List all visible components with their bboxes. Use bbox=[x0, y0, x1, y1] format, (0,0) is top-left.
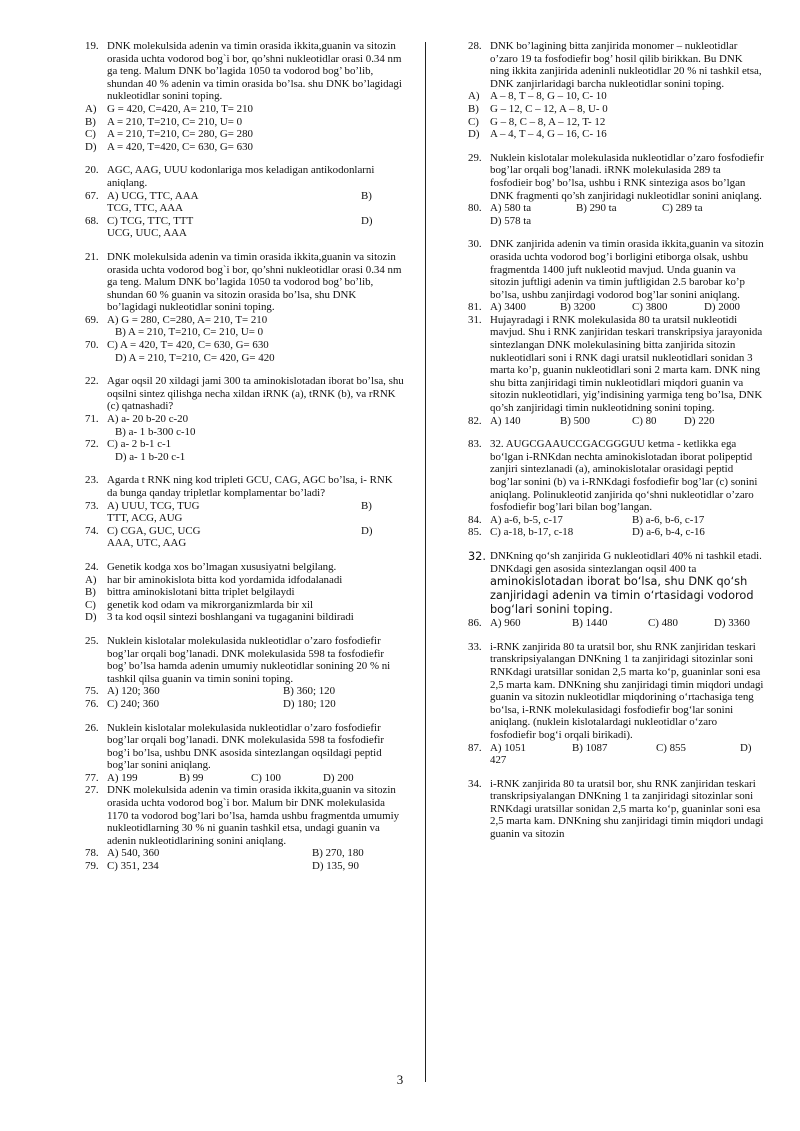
question-text: i-RNK zanjirida 80 ta uratsil bor, shu RNK zanjiridan teskari transkripsiyalangan DNKning 1 ta zanjiridagi sitozinlar soni RNKdagi uratsillar sonidan 2,5 marta ko‘p, guaninlar soni esa 2,5 marta kam. DNKning shu zanjiridagi timin miqdori undagi guanin va sitozin nukleotidlar miqdorining o‘rtachasiga teng bo‘lsa, i-RNK molekulasidagi fosfodiefir bog‘lar sonini aniqlang. (nuklein kislotalardagi nukleotidlar o‘zaro fosfodiefir bog‘i orqali birikadi). bbox=[490, 640, 764, 741]
option-number: 84. bbox=[468, 513, 482, 526]
option-text: D) a- 1 b-20 c-1 bbox=[115, 450, 186, 463]
option-number: 81. bbox=[468, 301, 482, 314]
question-number: 26. bbox=[85, 721, 99, 734]
question-number: 31. bbox=[468, 313, 482, 326]
option-text: B) 360; 120 bbox=[283, 685, 336, 698]
option-letter: B) bbox=[361, 189, 372, 202]
question-text: DNK molekulsida adenin va timin orasida ikkita,guanin va sitozin orasida uchta vodorod bog`i bor, qo’shni nukleotidlar orasi 0.34 nm ga teng. Malum DNK bo’lagida 1050 ta vodorod bog’ bo’lib, shundan 60 % guanin va sitozin orasida bo’lsa, shu DNK bo’lagidagi nukleotidlar sonini toping. bbox=[107, 250, 402, 314]
option-number: 85. bbox=[468, 526, 482, 539]
question-27 bbox=[85, 784, 405, 872]
question-text: 32. AUGCGAAUCCGACGGGUU ketma - ketlikka ega bo‘lgan i-RNKdan nechta aminokislotadan iborat polipeptid zanjiri sintezlanadi (a), aminokislotalar orasidagi peptid bog’lar sonini (b) va i-RNKdagi fosfodiefir bog’lar (c) sonini aniqlang. Polinukleotid zanjirida qo‘shni nukleotidlar o’zaro fosfodiefir bog’lari bilan bog’langan. bbox=[490, 438, 758, 514]
option-text: D) 578 ta bbox=[490, 214, 532, 227]
option-text: B) 500 bbox=[560, 414, 590, 427]
option-text: B) 290 ta bbox=[576, 202, 617, 215]
option-text: C) 351, 234 bbox=[107, 860, 159, 873]
option-text: C) A = 420, T= 420, C= 630, G= 630 bbox=[107, 339, 269, 352]
option-text: D) 220 bbox=[684, 414, 715, 427]
option-number: 82. bbox=[468, 414, 482, 427]
option-text: D) bbox=[740, 741, 752, 754]
option-text: B) 270, 180 bbox=[312, 847, 364, 860]
question-32-sequence bbox=[468, 438, 764, 539]
question-26 bbox=[85, 722, 405, 785]
option-letter: D) bbox=[85, 611, 97, 624]
question-text: Nuklein kislotalar molekulasida nukleotidlar o’zaro fosfodiefir bog’lar orqali bog’lanadi. DNK molekulasida 598 ta fosfodiefir bog’ bo’lsa hamda adenin umumiy nukleotidlar sonining 20 % ni tashkil qilsa guanin va timin sonini toping. bbox=[107, 634, 391, 685]
option-text: A) 960 bbox=[490, 617, 521, 630]
option-text: B) a-6, b-6, c-17 bbox=[632, 513, 705, 526]
question-text: DNK molekulsida adenin va timin orasida ikkita,guanin va sitozin orasida uchta vodorod bog`i bor. Malum bir DNK molekulasida 1170 ta vodorod bog’lari bo’lsa, hamda ushbu fragmentda umumiy nukleotidlarning 30 % ni guanin tashkil etsa, undagi guanin va adenin nukleotidlarining sonini aniqlang. bbox=[107, 784, 400, 847]
option-text: A) G = 280, C=280, A= 210, T= 210 bbox=[107, 313, 268, 326]
question-text: DNK bo’lagining bitta zanjirida monomer – nukleotidlar o’zaro 19 ta fosfodiefir bog’ hosil qilib birikkan. Bu DNK ning ikkita zanjirida adeninli nukleotidlar 20 % ni tashkil etsa, DNK zanjirlaridagi barcha nukleotidlar sonini toping. bbox=[490, 40, 762, 90]
option-text: G – 8, C – 8, A – 12, T- 12 bbox=[490, 115, 606, 128]
option-letter: B) bbox=[468, 102, 479, 115]
option-number: 71. bbox=[85, 413, 99, 426]
option-text: A) 120; 360 bbox=[107, 685, 160, 698]
option-number: 68. bbox=[85, 214, 99, 227]
option-number: 72. bbox=[85, 438, 99, 451]
option-number: 87. bbox=[468, 741, 482, 754]
option-text: A – 4, T – 4, G – 16, C- 16 bbox=[490, 128, 607, 141]
option-letter: B) bbox=[85, 586, 96, 599]
option-text: A) 140 bbox=[490, 414, 521, 427]
option-text: A) a- 20 b-20 c-20 bbox=[107, 413, 189, 426]
option-text: C) a-18, b-17, c-18 bbox=[490, 526, 574, 539]
option-letter: A) bbox=[85, 102, 97, 115]
option-letter: D) bbox=[468, 128, 480, 141]
question-number: 20. bbox=[85, 164, 99, 177]
question-text: AGC, AAG, UUU kodonlariga mos keladigan antikodonlarni aniqlang. bbox=[107, 164, 375, 189]
question-number: 29. bbox=[468, 151, 482, 164]
option-text: B) A = 210, T=210, C= 210, U= 0 bbox=[115, 326, 264, 339]
question-text: Agarda t RNK ning kod tripleti GCU, CAG, AGC bo’lsa, i- RNK da bunga qanday tripletlar komplamentar bo’ladi? bbox=[107, 474, 393, 499]
question-number: 21. bbox=[85, 250, 99, 263]
right-column bbox=[468, 40, 764, 852]
option-letter: D) bbox=[85, 140, 97, 153]
question-34 bbox=[468, 778, 764, 841]
option-text: B) a- 1 b-300 c-10 bbox=[115, 425, 196, 438]
option-text: C) 100 bbox=[251, 771, 281, 784]
option-text: C) TCG, TTC, TTT bbox=[107, 214, 194, 227]
option-text: A) 1051 bbox=[490, 741, 526, 754]
option-letter: A) bbox=[468, 90, 480, 103]
option-text: G – 12, C – 12, A – 8, U- 0 bbox=[490, 102, 608, 115]
option-text: D) a-6, b-4, c-16 bbox=[632, 526, 705, 539]
option-text: D) 3360 bbox=[714, 617, 750, 630]
option-text: B) 99 bbox=[179, 771, 204, 784]
option-letter: B) bbox=[361, 499, 372, 512]
question-number: 25. bbox=[85, 634, 99, 647]
option-text: 427 bbox=[490, 754, 507, 767]
page-number: 3 bbox=[396, 1072, 404, 1087]
option-text: C) 3800 bbox=[632, 301, 668, 314]
question-21 bbox=[85, 251, 405, 364]
option-text: A = 210, T=210, C= 210, U= 0 bbox=[107, 115, 243, 128]
option-number: 86. bbox=[468, 617, 482, 630]
option-number: 74. bbox=[85, 524, 99, 537]
option-text: C) 80 bbox=[632, 414, 657, 427]
column-divider bbox=[425, 42, 426, 1082]
question-32-dna bbox=[468, 550, 764, 630]
option-letter: C) bbox=[468, 115, 479, 128]
option-text: har bir aminokislota bitta kod yordamida idfodalanadi bbox=[107, 573, 343, 586]
question-22 bbox=[85, 375, 405, 463]
option-letter: D) bbox=[361, 214, 373, 227]
option-text: A) UUU, TCG, TUG bbox=[107, 499, 200, 512]
option-text: TCG, TTC, AAA bbox=[107, 202, 184, 215]
option-number: 69. bbox=[85, 313, 99, 326]
option-text: UCG, UUC, AAA bbox=[107, 227, 187, 240]
option-letter: C) bbox=[85, 128, 96, 141]
question-number: 27. bbox=[85, 784, 99, 797]
question-text: DNK molekulsida adenin va timin orasida ikkita,guanin va sitozin orasida uchta vodorod bog`i bor, qo’shni nukleotidlar orasi 0.34 nm ga teng. Malum DNK bo’lagida 1050 ta vodorod bog’ bo’lib, shundan 40 % adenin va timin orasida bo’lsa. shu DNK bo’lagidagi nukleotidlar sonini toping. bbox=[107, 40, 402, 103]
question-text: DNKning qo‘sh zanjirida G nukleotidlari 40% ni tashkil etadi. DNKdagi gen asosida sintezlangan oqsil 400 ta bbox=[490, 549, 762, 575]
option-text: C) CGA, GUC, UCG bbox=[107, 524, 201, 537]
option-text: A) 580 ta bbox=[490, 202, 532, 215]
question-number: 34. bbox=[468, 777, 482, 790]
question-28 bbox=[468, 40, 764, 141]
question-text: Hujayradagi i RNK molekulasida 80 ta uratsil nukleotidi mavjud. Shu i RNK zanjiridan teskari transkripsiya jarayonida sintezlangan DNK molekulasining bitta zanjirida sitozin nukleotidlari soni i RNK dagi uratsil nukleotidlari sonidan 3 marta ko’p, guanin nukleotidlari soni 2 marta kam. DNK ning shu bitta zanjiridagi timin nukleotidlari miqdori guanin va sitozin nukleotidlari, yig’indisining yarmiga teng bo’lsa, DNK qo’sh zanjiridagi timin nukleotidning sonini toping. bbox=[490, 313, 763, 415]
option-letter: B) bbox=[85, 115, 96, 128]
option-letter: D) bbox=[361, 524, 373, 537]
question-text: Nuklein kislotalar molekulasida nukleotidlar o’zaro fosfodiefir bog’lar orqali bog’lanadi. DNK molekulasida 598 ta fosfodiefir bog’i bo’lsa, ushbu DNK asosida sintezlangan oqsildagi peptid bog’lar sonini aniqlang. bbox=[107, 721, 385, 772]
question-number: 23. bbox=[85, 474, 99, 487]
question-number: 19. bbox=[85, 40, 99, 52]
option-text: A) 3400 bbox=[490, 301, 526, 314]
question-number: 22. bbox=[85, 375, 99, 388]
option-text: C) 480 bbox=[648, 617, 678, 630]
question-text-large: aminokislotadan iborat bo‘lsa, shu DNK qo‘sh zanjiridagi adenin va timin o‘rtasidagi vodorod bog‘lari sonini toping. bbox=[490, 575, 754, 617]
question-number: 24. bbox=[85, 560, 99, 573]
option-text: D) 200 bbox=[323, 771, 354, 784]
option-number: 80. bbox=[468, 202, 482, 215]
option-text: A = 420, T=420, C= 630, G= 630 bbox=[107, 140, 253, 153]
option-text: C) 855 bbox=[656, 741, 686, 754]
option-text: genetik kod odam va mikrorganizmlarda bir xil bbox=[107, 598, 314, 611]
question-33 bbox=[468, 641, 764, 767]
option-text: TTT, ACG, AUG bbox=[107, 512, 183, 525]
question-19 bbox=[85, 40, 405, 153]
option-letter: A) bbox=[85, 573, 97, 586]
left-column bbox=[85, 40, 405, 884]
question-text: DNK zanjirida adenin va timin orasida ikkita,guanin va sitozin orasida uchta vodorod bog’i borligini etiborga olsak, ushbu fragmentda 1400 juft nukleotid mavjud. Unda guanin va sitozin juftligi adenin va timin juftligidan 2.5 barobar ko’p bo’lsa, ushbu zanjirdagi vodorod bog’lar sonini aniqlang. bbox=[490, 238, 764, 301]
question-number: 32. bbox=[468, 549, 486, 563]
option-text: A = 210, T=210, C= 280, G= 280 bbox=[107, 128, 253, 141]
question-31 bbox=[468, 314, 764, 427]
option-text: C) a- 2 b-1 c-1 bbox=[107, 438, 172, 451]
question-number: 33. bbox=[468, 640, 482, 653]
question-23 bbox=[85, 474, 405, 550]
question-text: Genetik kodga xos bo’lmagan xususiyatni belgilang. bbox=[107, 560, 337, 573]
option-text: bittra aminokislotani bitta triplet belgilaydi bbox=[107, 586, 295, 599]
question-30 bbox=[468, 238, 764, 314]
option-text: A) UCG, TTC, AAA bbox=[107, 189, 199, 202]
question-24 bbox=[85, 561, 405, 624]
option-number: 70. bbox=[85, 339, 99, 352]
option-number: 73. bbox=[85, 499, 99, 512]
option-text: G = 420, C=420, A= 210, T= 210 bbox=[107, 102, 253, 115]
question-29 bbox=[468, 152, 764, 228]
option-letter: C) bbox=[85, 598, 96, 611]
option-text: D) 180; 120 bbox=[283, 697, 336, 710]
option-number: 78. bbox=[85, 847, 99, 860]
option-text: A) 540, 360 bbox=[107, 847, 160, 860]
option-text: A – 8, T – 8, G – 10, C- 10 bbox=[490, 90, 607, 103]
question-text: Agar oqsil 20 xildagi jami 300 ta aminokislotadan iborat bo’lsa, shu oqsilni sintez qilishga necha xildan iRNK (a), tRNK (b), va rRNK (c) qatnashadi? bbox=[107, 375, 404, 413]
option-text: D) 135, 90 bbox=[312, 860, 359, 873]
option-number: 79. bbox=[85, 860, 99, 873]
option-number: 76. bbox=[85, 697, 99, 710]
option-text: B) 3200 bbox=[560, 301, 596, 314]
question-number: 28. bbox=[468, 40, 482, 52]
option-text: 3 ta kod oqsil sintezi boshlangani va tugaganini bildiradi bbox=[107, 611, 354, 624]
option-text: A) 199 bbox=[107, 771, 138, 784]
question-20 bbox=[85, 164, 405, 240]
option-number: 75. bbox=[85, 685, 99, 698]
question-25 bbox=[85, 635, 405, 711]
option-text: B) 1087 bbox=[572, 741, 608, 754]
question-number: 30. bbox=[468, 238, 482, 251]
question-number: 83. bbox=[468, 438, 482, 451]
option-number: 77. bbox=[85, 771, 99, 784]
question-text: Nuklein kislotalar molekulasida nukleotidlar o’zaro fosfodiefir bog’lar orqali bog’lanadi. iRNK molekulasida 289 ta fosfodieir bog’ bo’lsa, ushbu i RNK sinteziga asos bo’lgan DNK fragmenti qo’sh zanjiridagi nukleotidlar sonini aniqlang. bbox=[490, 151, 764, 202]
option-text: B) 1440 bbox=[572, 617, 608, 630]
option-number: 67. bbox=[85, 189, 99, 202]
option-text: C) 240; 360 bbox=[107, 697, 160, 710]
question-text: i-RNK zanjirida 80 ta uratsil bor, shu RNK zanjiridan teskari transkripsiyalangan DNKning 1 ta zanjiridagi sitozinlar soni RNKdagi uratsillar sonidan 2,5 marta ko‘p, guaninlar soni esa 2,5 marta kam. DNKning shu zanjiridagi timin miqdori undagi guanin va sitozin bbox=[490, 777, 764, 841]
option-text: A) a-6, b-5, c-17 bbox=[490, 513, 563, 526]
option-text: D) 2000 bbox=[704, 301, 740, 314]
option-text: C) 289 ta bbox=[662, 202, 703, 215]
option-text: AAA, UTC, AAG bbox=[107, 537, 187, 550]
option-text: D) A = 210, T=210, C= 420, G= 420 bbox=[115, 351, 275, 364]
